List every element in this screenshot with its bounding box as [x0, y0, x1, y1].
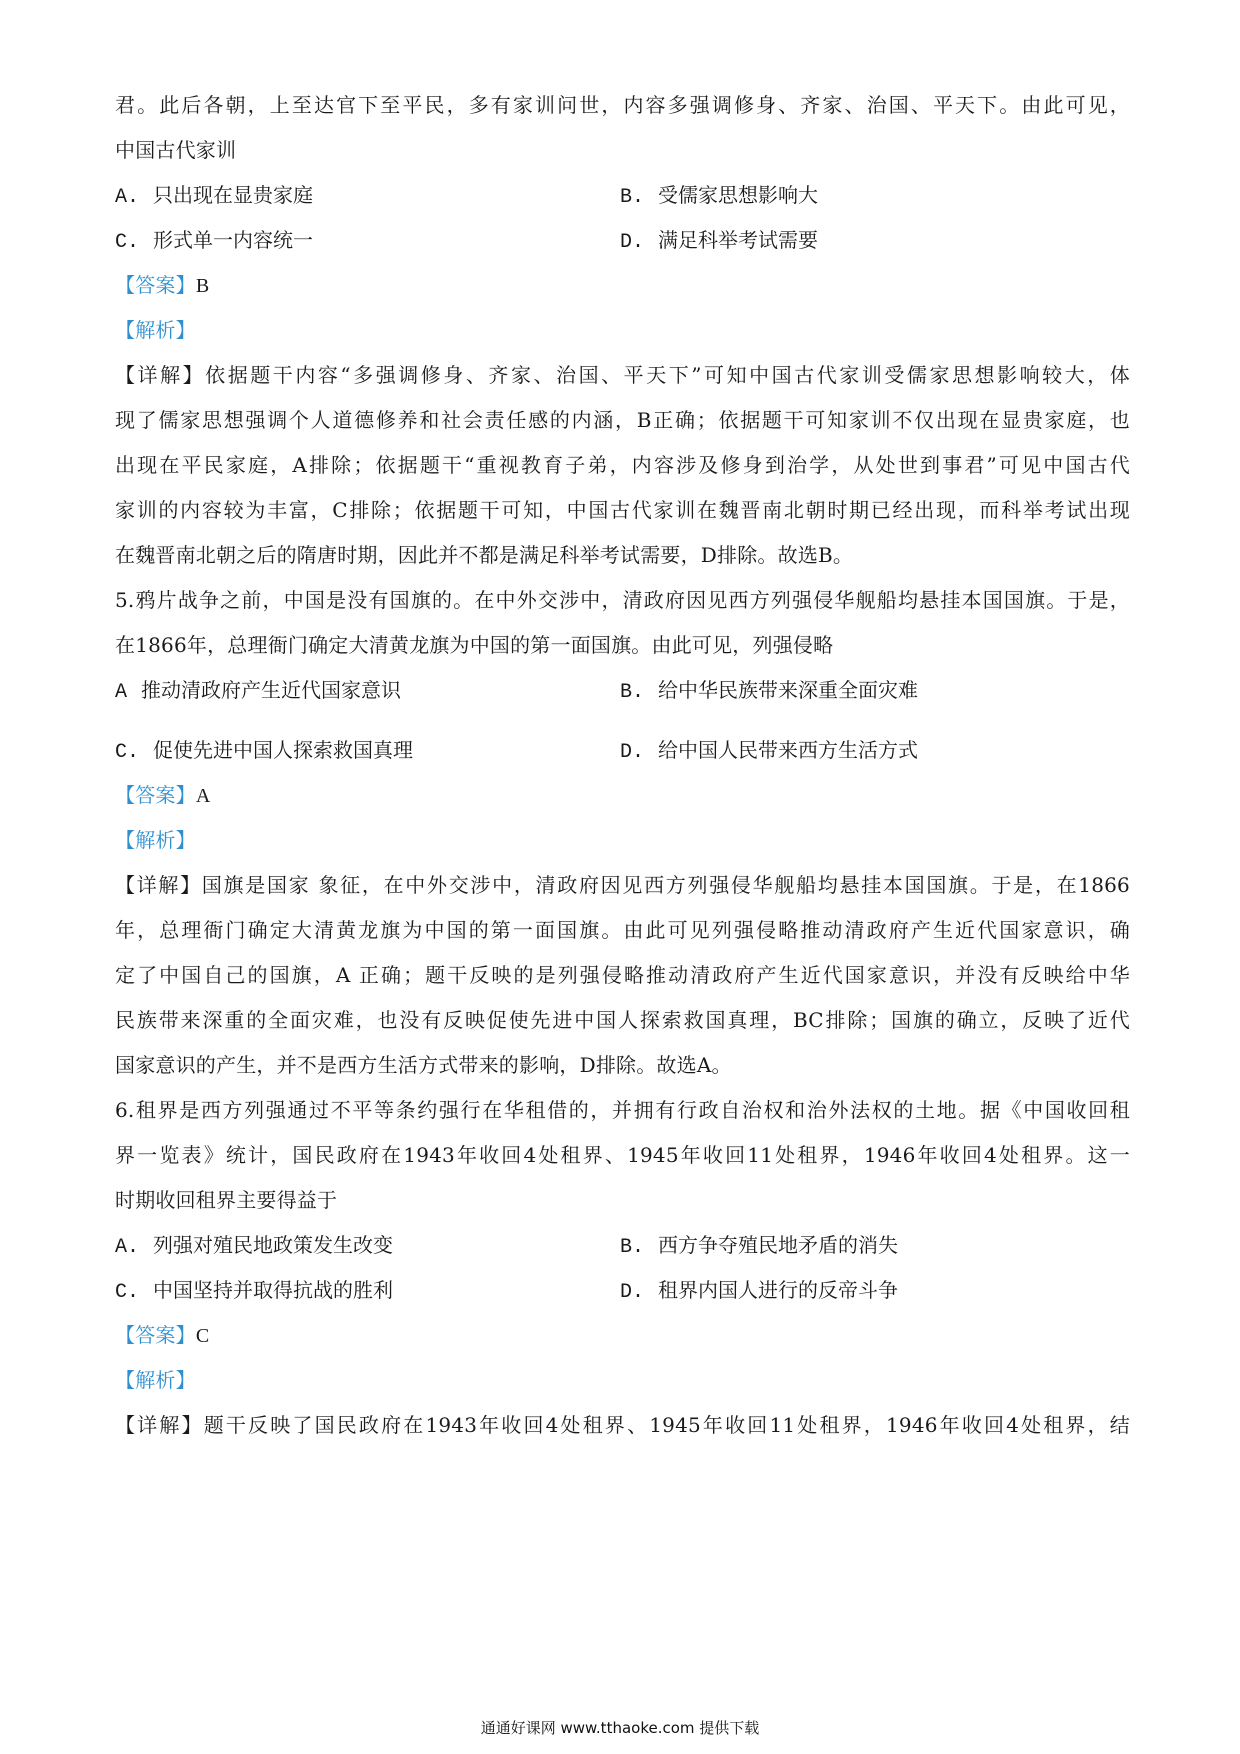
- q4-option-d: D. 满足科举考试需要: [620, 228, 819, 254]
- q6-answer: 【答案】C: [115, 1323, 210, 1347]
- q6-option-a: A. 列强对殖民地政策发生改变: [115, 1233, 394, 1259]
- q4-detail-line-5: 在魏晋南北朝之后的隋唐时期，因此并不都是满足科举考试需要，D排除。故选B。: [115, 543, 854, 567]
- q5-option-c: C. 促使先进中国人探索救国真理: [115, 738, 414, 764]
- q6-analysis-tag: 【解析】: [115, 1368, 196, 1392]
- q4-stem-line-2: 中国古代家训: [115, 138, 237, 162]
- q5-detail-line-2: 年，总理衙门确定大清黄龙旗为中国的第一面国旗。由此可见列强侵略推动清政府产生近代国家意识，确: [115, 918, 1130, 942]
- q4-detail-line-3: 出现在平民家庭，A排除；依据题干“重视教育子弟，内容涉及修身到治学，从处世到事君”可见中国古代: [115, 453, 1130, 477]
- q4-detail-line-4: 家训的内容较为丰富，C排除；依据题干可知，中国古代家训在魏晋南北朝时期已经出现，而科举考试出现: [115, 498, 1130, 522]
- q6-detail-line-1: 【详解】题干反映了国民政府在1943年收回4处租界、1945年收回11处租界，1946年收回4处租界，结: [115, 1413, 1130, 1437]
- q5-answer: 【答案】A: [115, 783, 211, 807]
- q6-option-b: B. 西方争夺殖民地矛盾的消失: [620, 1233, 899, 1259]
- q5-option-a: A 推动清政府产生近代国家意识: [115, 678, 402, 704]
- q6-option-c: C. 中国坚持并取得抗战的胜利: [115, 1278, 394, 1304]
- q5-analysis-tag: 【解析】: [115, 828, 196, 852]
- q4-option-b: B. 受儒家思想影响大: [620, 183, 819, 209]
- q6-stem-line-1: 6.租界是西方列强通过不平等条约强行在华租借的，并拥有行政自治权和治外法权的土地。据《中国收回租: [115, 1098, 1130, 1122]
- q4-analysis-tag: 【解析】: [115, 318, 196, 342]
- q5-option-d: D. 给中国人民带来西方生活方式: [620, 738, 919, 764]
- q5-stem-line-2: 在1866年，总理衙门确定大清黄龙旗为中国的第一面国旗。由此可见，列强侵略: [115, 633, 834, 657]
- q4-option-a: A. 只出现在显贵家庭: [115, 183, 314, 209]
- q6-stem-line-2: 界一览表》统计，国民政府在1943年收回4处租界、1945年收回11处租界，1946年收回4处租界。这一: [115, 1143, 1130, 1167]
- q6-option-d: D. 租界内国人进行的反帝斗争: [620, 1278, 899, 1304]
- q5-detail-line-4: 民族带来深重的全面灾难，也没有反映促使先进中国人探索救国真理，BC排除；国旗的确立，反映了近代: [115, 1008, 1130, 1032]
- q5-detail-line-3: 定了中国自己的国旗，A 正确；题干反映的是列强侵略推动清政府产生近代国家意识，并没有反映给中华: [115, 963, 1130, 987]
- q6-stem-line-3: 时期收回租界主要得益于: [115, 1188, 338, 1212]
- q5-detail-line-5: 国家意识的产生，并不是西方生活方式带来的影响，D排除。故选A。: [115, 1053, 732, 1077]
- q4-detail-line-2: 现了儒家思想强调个人道德修养和社会责任感的内涵，B正确；依据题干可知家训不仅出现在显贵家庭，也: [115, 408, 1130, 432]
- page-footer: 通通好课网 www.tthaoke.com 提供下载: [480, 1719, 760, 1737]
- q5-option-b: B. 给中华民族带来深重全面灾难: [620, 678, 919, 704]
- q4-stem-line-1: 君。此后各朝，上至达官下至平民，多有家训问世，内容多强调修身、齐家、治国、平天下。由此可见，: [115, 93, 1130, 117]
- q5-detail-line-1: 【详解】国旗是国家 象征，在中外交涉中，清政府因见西方列强侵华舰船均悬挂本国国旗。于是，在1866: [115, 873, 1130, 897]
- q4-detail-line-1: 【详解】依据题干内容“多强调修身、齐家、治国、平天下”可知中国古代家训受儒家思想影响较大，体: [115, 363, 1130, 387]
- q4-option-c: C. 形式单一内容统一: [115, 228, 314, 254]
- q4-answer: 【答案】B: [115, 273, 210, 297]
- q5-stem-line-1: 5.鸦片战争之前，中国是没有国旗的。在中外交涉中，清政府因见西方列强侵华舰船均悬挂本国国旗。于是，: [115, 588, 1130, 612]
